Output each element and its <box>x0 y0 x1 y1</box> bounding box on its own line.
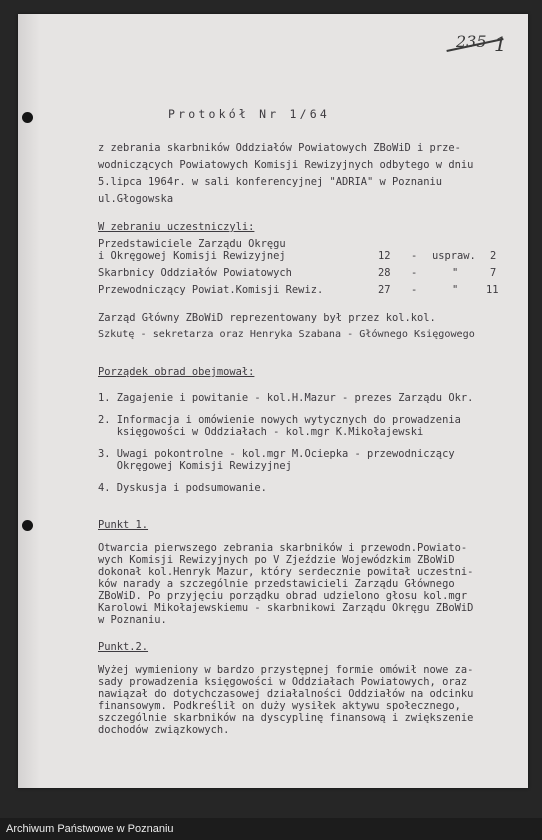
punkt1-line: Karolowi Mikołajewskiemu - skarbnikowi Zarządu Okręgu ZBoWiD <box>98 602 474 614</box>
participants-heading: W zebraniu uczestniczyli: <box>98 221 255 233</box>
intro-line: ul.Głogowska <box>98 193 174 205</box>
punkt2-line: finansowym. Podkreślił on duży wysiłek aktywu społecznego, <box>98 700 461 712</box>
board-line: Zarząd Główny ZBoWiD reprezentowany był przez kol.kol. <box>98 312 436 324</box>
participant-note: " <box>452 267 459 279</box>
participant-label: Przewodniczący Powiat.Komisji Rewiz. <box>98 284 324 296</box>
participant-note: " <box>452 284 459 296</box>
punkt1-line: wych Komisji Rewizyjnych po V Zjeździe Wojewódzkim ZBoWiD <box>98 554 455 566</box>
document-page <box>18 14 528 788</box>
page-fold <box>18 14 40 788</box>
punkt2-line: sady prowadzenia księgowości w Oddziałach Powiatowych, oraz <box>98 676 468 688</box>
participant-dash: - <box>411 284 418 296</box>
struck-page-number: 235 <box>456 32 487 51</box>
participant-count: 28 <box>378 267 391 279</box>
agenda-item: 3. Uwagi pokontrolne - kol.mgr M.Ociepka - przewodniczący <box>98 448 455 460</box>
archive-page-number <box>446 32 507 56</box>
punkt1-line: w Poznaniu. <box>98 614 167 626</box>
participant-dash: - <box>411 250 418 262</box>
agenda-item: 4. Dyskusja i podsumowanie. <box>98 482 267 494</box>
participant-label: Przedstawiciele Zarządu Okręgu <box>98 238 286 250</box>
punkt2-heading: Punkt.2. <box>98 641 149 653</box>
participant-extra: 11 <box>486 284 499 296</box>
intro-line: wodniczących Powiatowych Komisji Rewizyjnych odbytego w dniu <box>98 159 474 171</box>
archive-footer-label: Archiwum Państwowe w Poznaniu <box>6 823 174 835</box>
punkt2-line: nawiązał do dotychczasowej działalności Oddziałów na odcinku <box>98 688 474 700</box>
punkt1-heading: Punkt 1. <box>98 519 149 531</box>
punkt2-line: Wyżej wymieniony w bardzo przystępnej formie omówił nowe za- <box>98 664 474 676</box>
agenda-item: Okręgowej Komisji Rewizyjnej <box>98 460 292 472</box>
participant-extra: 2 <box>490 250 497 262</box>
participant-count: 12 <box>378 250 391 262</box>
punkt2-line: dochodów związkowych. <box>98 724 230 736</box>
punkt1-line: dokonał kol.Henryk Mazur, który serdecznie powitał uczestni- <box>98 566 474 578</box>
participant-count: 27 <box>378 284 391 296</box>
archive-footer <box>0 818 542 840</box>
punch-hole <box>22 112 33 123</box>
agenda-item: 2. Informacja i omówienie nowych wytycznych do prowadzenia <box>98 414 461 426</box>
punkt1-line: ków narady a szczególnie przedstawicieli Zarządu Głównego <box>98 578 455 590</box>
agenda-item: 1. Zagajenie i powitanie - kol.H.Mazur - prezes Zarządu Okr. <box>98 392 474 404</box>
punkt1-line: ZBoWiD. Po przyjęciu porządku obrad udzielono głosu kol.mgr <box>98 590 468 602</box>
punkt1-line: Otwarcia pierwszego zebrania skarbników i przewodn.Powiato- <box>98 542 468 554</box>
participant-label: i Okręgowej Komisji Rewizyjnej <box>98 250 286 262</box>
participant-extra: 7 <box>490 267 497 279</box>
agenda-heading: Porządek obrad obejmował: <box>98 366 255 378</box>
punkt2-line: szczególnie skarbników na dyscyplinę finansową i zwiększenie <box>98 712 474 724</box>
document-title: Protokół Nr 1/64 <box>168 107 330 121</box>
intro-line: z zebrania skarbników Oddziałów Powiatowych ZBoWiD i prze- <box>98 142 461 154</box>
participant-dash: - <box>411 267 418 279</box>
intro-line: 5.lipca 1964r. w sali konferencyjnej "ADRIA" w Poznaniu <box>98 176 443 188</box>
page-number: 1 <box>494 32 507 56</box>
participant-label: Skarbnicy Oddziałów Powiatowych <box>98 267 292 279</box>
participant-note: uspraw. <box>432 250 476 262</box>
punch-hole <box>22 520 33 531</box>
board-line: Szkutę - sekretarza oraz Henryka Szabana - Głównego Księgowego <box>98 329 475 340</box>
agenda-item: księgowości w Oddziałach - kol.mgr K.Mikołajewski <box>98 426 424 438</box>
